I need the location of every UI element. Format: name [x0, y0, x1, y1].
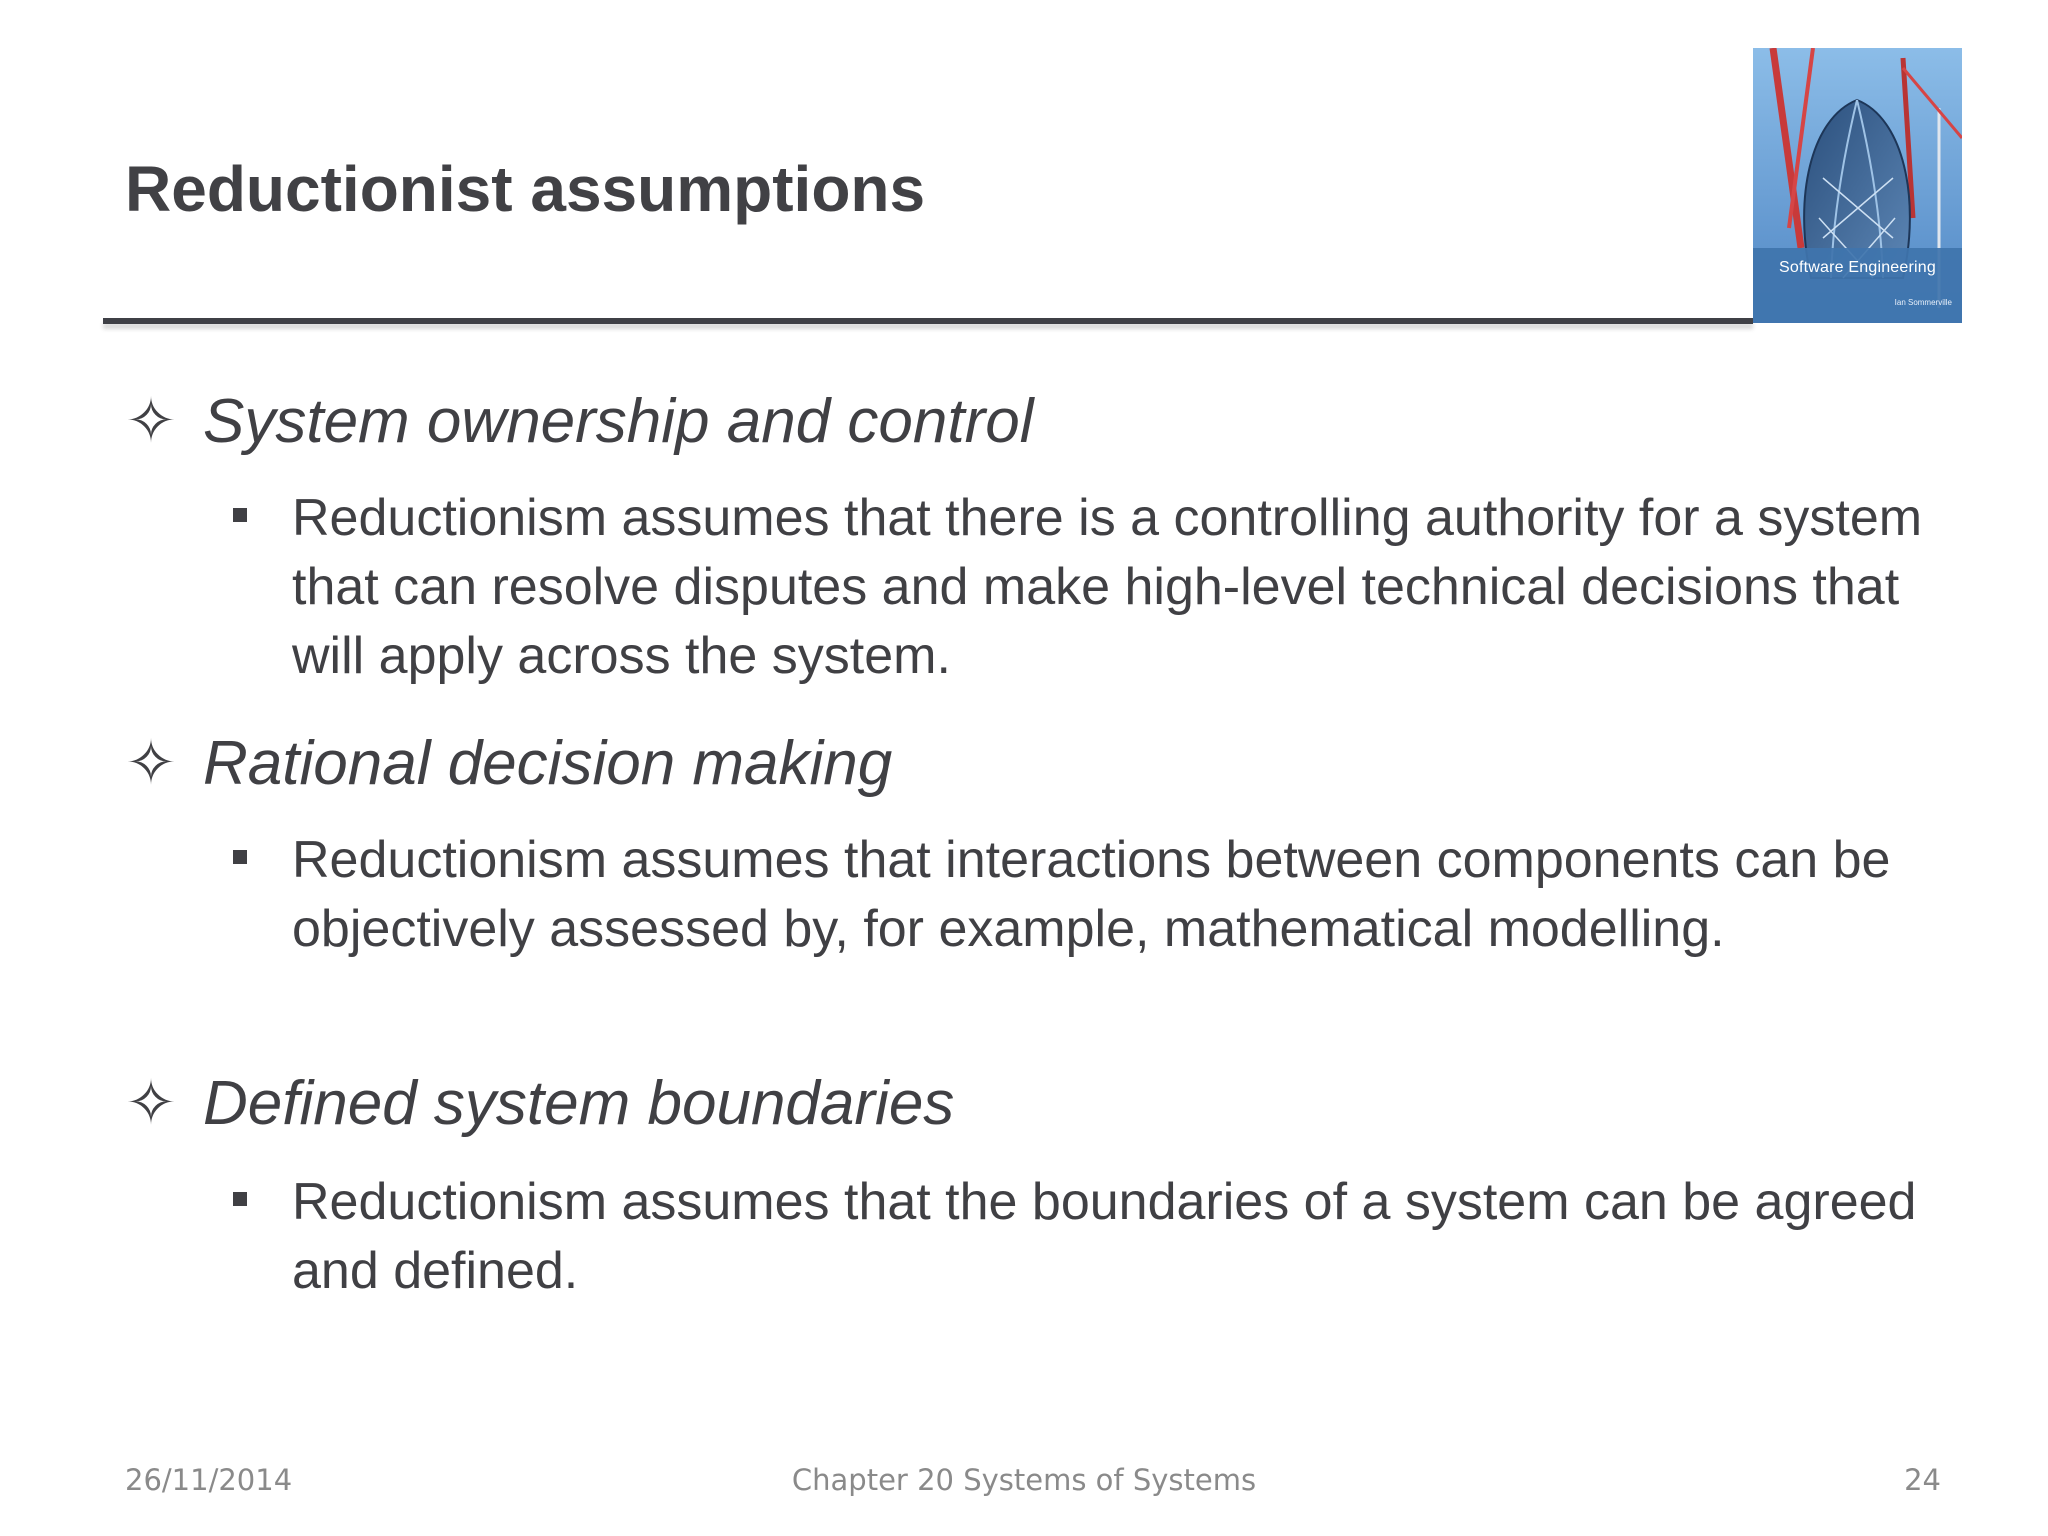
footer-date: 26/11/2014: [125, 1463, 293, 1497]
sparkle-bullet-icon: ✧: [125, 387, 177, 456]
bullet-detail: [292, 826, 1962, 964]
bullet-detail-text: Reductionism assumes that interactions between components can be objectively assessed by, for example, mathematical modelling.: [292, 831, 1891, 958]
footer-page-number: 24: [1904, 1463, 1941, 1497]
slide-title: Reductionist assumptions: [125, 153, 926, 225]
bullet-detail-text: Reductionism assumes that the boundaries of a system can be agreed and defined.: [292, 1173, 1917, 1300]
square-bullet-icon: [233, 850, 247, 864]
title-divider: [103, 318, 1753, 324]
bullet-heading: [125, 384, 1034, 457]
sparkle-bullet-icon: ✧: [125, 729, 177, 798]
cover-author: Ian Sommerville: [1894, 298, 1952, 307]
bullet-heading-text: Rational decision making: [203, 729, 893, 798]
book-cover-image: [1753, 48, 1962, 323]
bullet-detail: [292, 1168, 1962, 1306]
bullet-detail-text: Reductionism assumes that there is a controlling authority for a system that can resolve disputes and make high-level technical decisions that will apply across the system.: [292, 489, 1923, 685]
bullet-heading-text: Defined system boundaries: [203, 1069, 955, 1138]
bullet-heading: [125, 1066, 954, 1139]
bullet-detail: [292, 484, 1962, 691]
sparkle-bullet-icon: ✧: [125, 1069, 177, 1138]
cover-title: Software Engineering: [1779, 259, 1936, 276]
bullet-heading-text: System ownership and control: [203, 387, 1034, 456]
footer-chapter: Chapter 20 Systems of Systems: [791, 1463, 1257, 1497]
bullet-heading: [125, 726, 892, 799]
square-bullet-icon: [233, 1192, 247, 1206]
cover-illustration: [1753, 48, 1962, 323]
square-bullet-icon: [233, 508, 247, 522]
